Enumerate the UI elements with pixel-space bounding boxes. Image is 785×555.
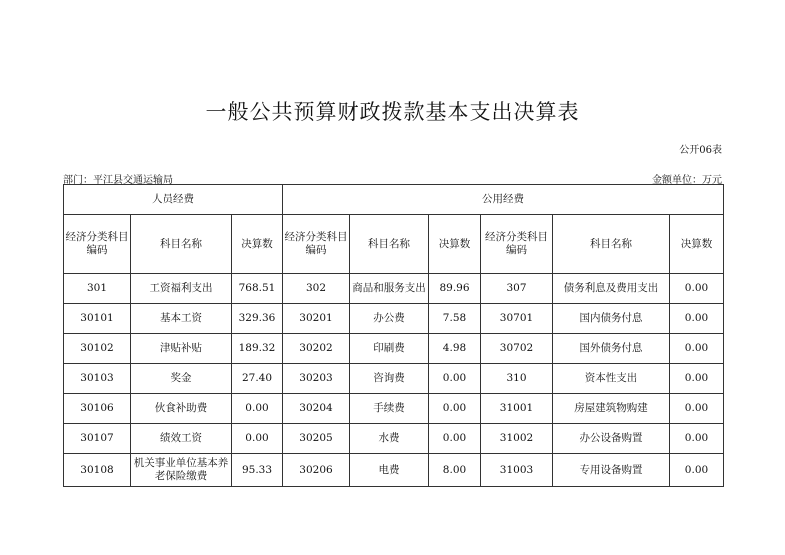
budget-table: [63, 184, 724, 487]
cell-amount: 89.96: [429, 274, 481, 304]
cell-amount: 7.58: [429, 304, 481, 334]
cell-name: 机关事业单位基本养老保险缴费: [131, 454, 232, 487]
cell-code: 31003: [481, 454, 553, 487]
cell-name: 商品和服务支出: [350, 274, 429, 304]
group-public: 公用经费: [283, 185, 724, 215]
cell-amount: 0.00: [232, 424, 283, 454]
cell-amount: 0.00: [670, 304, 724, 334]
table-row: [64, 424, 724, 454]
table-row: [64, 394, 724, 424]
cell-code: 301: [64, 274, 131, 304]
cell-name: 资本性支出: [553, 364, 670, 394]
cell-code: 30108: [64, 454, 131, 487]
cell-name: 印刷费: [350, 334, 429, 364]
cell-amount: 4.98: [429, 334, 481, 364]
cell-amount: 0.00: [670, 454, 724, 487]
cell-name: 办公设备购置: [553, 424, 670, 454]
cell-amount: 8.00: [429, 454, 481, 487]
header-name: 科目名称: [131, 215, 232, 274]
header-name: 科目名称: [350, 215, 429, 274]
cell-amount: 768.51: [232, 274, 283, 304]
cell-code: 31001: [481, 394, 553, 424]
column-header-row: [64, 215, 724, 274]
cell-code: 302: [283, 274, 350, 304]
cell-amount: 27.40: [232, 364, 283, 394]
cell-amount: 0.00: [670, 364, 724, 394]
cell-amount: 0.00: [429, 394, 481, 424]
cell-name: 专用设备购置: [553, 454, 670, 487]
cell-code: 310: [481, 364, 553, 394]
table-row: [64, 304, 724, 334]
header-name: 科目名称: [553, 215, 670, 274]
group-personnel: 人员经费: [64, 185, 283, 215]
cell-name: 电费: [350, 454, 429, 487]
department-label: 部门：平江县交通运输局: [63, 175, 173, 186]
cell-code: 30202: [283, 334, 350, 364]
table-row: [64, 334, 724, 364]
cell-name: 奖金: [131, 364, 232, 394]
cell-amount: 0.00: [670, 334, 724, 364]
cell-name: 绩效工资: [131, 424, 232, 454]
cell-name: 伙食补助费: [131, 394, 232, 424]
cell-code: 31002: [481, 424, 553, 454]
cell-code: 30702: [481, 334, 553, 364]
cell-amount: 0.00: [232, 394, 283, 424]
cell-name: 津贴补贴: [131, 334, 232, 364]
cell-code: 307: [481, 274, 553, 304]
cell-name: 办公费: [350, 304, 429, 334]
cell-code: 30106: [64, 394, 131, 424]
cell-code: 30204: [283, 394, 350, 424]
cell-amount: 95.33: [232, 454, 283, 487]
header-code: 经济分类科目编码: [481, 215, 553, 274]
table-row: [64, 454, 724, 487]
unit-label: 金额单位：万元: [652, 175, 722, 186]
cell-code: 30203: [283, 364, 350, 394]
cell-code: 30206: [283, 454, 350, 487]
form-code: 公开06表: [679, 145, 722, 156]
cell-name: 水费: [350, 424, 429, 454]
table-row: [64, 364, 724, 394]
cell-name: 国内债务付息: [553, 304, 670, 334]
cell-amount: 329.36: [232, 304, 283, 334]
cell-code: 30201: [283, 304, 350, 334]
cell-name: 基本工资: [131, 304, 232, 334]
header-amount: 决算数: [429, 215, 481, 274]
header-amount: 决算数: [232, 215, 283, 274]
cell-amount: 0.00: [429, 424, 481, 454]
cell-name: 工资福利支出: [131, 274, 232, 304]
cell-amount: 0.00: [670, 274, 724, 304]
table-row: [64, 274, 724, 304]
cell-code: 30101: [64, 304, 131, 334]
cell-name: 国外债务付息: [553, 334, 670, 364]
cell-name: 房屋建筑物购建: [553, 394, 670, 424]
page-title: 一般公共预算财政拨款基本支出决算表: [205, 100, 580, 124]
cell-amount: 0.00: [670, 394, 724, 424]
header-code: 经济分类科目编码: [283, 215, 350, 274]
cell-code: 30102: [64, 334, 131, 364]
header-amount: 决算数: [670, 215, 724, 274]
cell-name: 债务利息及费用支出: [553, 274, 670, 304]
cell-code: 30107: [64, 424, 131, 454]
cell-name: 手续费: [350, 394, 429, 424]
group-header-row: [64, 185, 724, 215]
cell-amount: 0.00: [429, 364, 481, 394]
cell-code: 30701: [481, 304, 553, 334]
cell-code: 30103: [64, 364, 131, 394]
cell-amount: 189.32: [232, 334, 283, 364]
cell-amount: 0.00: [670, 424, 724, 454]
cell-name: 咨询费: [350, 364, 429, 394]
cell-code: 30205: [283, 424, 350, 454]
header-code: 经济分类科目编码: [64, 215, 131, 274]
